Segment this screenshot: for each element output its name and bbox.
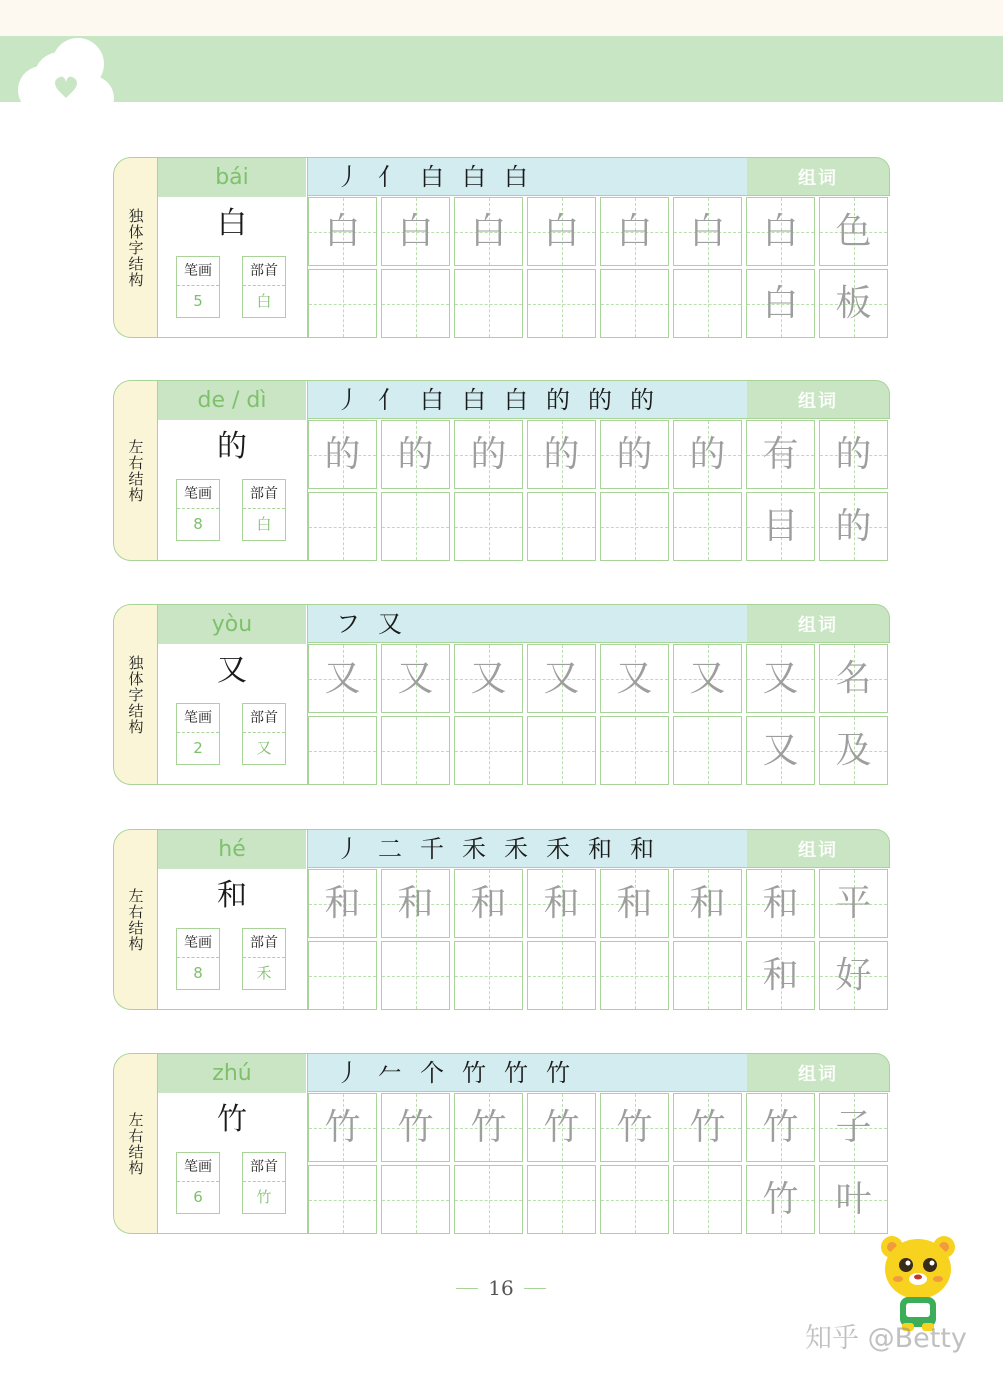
stroke-count-box (176, 928, 220, 990)
blank-writing-cell[interactable] (600, 1165, 669, 1234)
stroke-count-box (176, 479, 220, 541)
blank-writing-cell[interactable] (673, 941, 742, 1010)
word-char: 有 (762, 434, 799, 475)
blank-writing-cell[interactable] (600, 716, 669, 785)
practice-cell (527, 197, 596, 266)
word-char: 叶 (835, 1179, 872, 1220)
practice-char: 白 (543, 211, 580, 252)
word-char: 竹 (762, 1107, 799, 1148)
stroke-step: 丿 (336, 1058, 360, 1087)
top-strip (0, 0, 1003, 36)
practice-char: 的 (543, 434, 580, 475)
blank-writing-cell[interactable] (308, 269, 377, 338)
stroke-count-label: 笔画 (177, 929, 219, 958)
stroke-step: 亻 (378, 385, 402, 414)
main-character: 又 (217, 653, 247, 688)
stroke-count-value: 6 (193, 1188, 203, 1206)
stroke-count-value: 8 (193, 515, 203, 533)
word-cell (819, 941, 888, 1010)
blank-writing-cell[interactable] (381, 492, 450, 561)
page-number-right-line (524, 1288, 546, 1289)
stroke-step: 禾 (546, 834, 570, 863)
character-entry (113, 829, 893, 1012)
practice-char: 又 (324, 658, 361, 699)
blank-writing-cell[interactable] (381, 716, 450, 785)
word-group-header: 组词 (747, 157, 890, 196)
blank-writing-cell[interactable] (600, 492, 669, 561)
practice-char: 竹 (470, 1107, 507, 1148)
stroke-count-label: 笔画 (177, 480, 219, 509)
char-info-panel (157, 380, 308, 561)
stroke-step: 丿 (336, 162, 360, 191)
word-char: 竹 (762, 1179, 799, 1220)
structure-label: 左右结构 (126, 887, 145, 952)
structure-tab (113, 829, 157, 1010)
stroke-step: 个 (420, 1058, 444, 1087)
practice-char: 竹 (324, 1107, 361, 1148)
practice-char: 和 (616, 883, 653, 924)
practice-cell (527, 644, 596, 713)
blank-writing-cell[interactable] (527, 716, 596, 785)
stroke-step: 白 (462, 162, 486, 191)
stroke-order-bar (308, 157, 747, 196)
stroke-step: 竹 (504, 1058, 528, 1087)
word-group-header: 组词 (747, 1053, 890, 1092)
radical-box (242, 1152, 286, 1214)
practice-cell (527, 1093, 596, 1162)
practice-cell (308, 644, 377, 713)
word-char: 色 (835, 211, 872, 252)
blank-writing-cell[interactable] (673, 269, 742, 338)
blank-writing-cell[interactable] (381, 941, 450, 1010)
structure-tab (113, 380, 157, 561)
stroke-count-label: 笔画 (177, 704, 219, 733)
blank-writing-cell[interactable] (673, 492, 742, 561)
char-info-panel (157, 604, 308, 785)
main-character: 白 (217, 206, 247, 241)
character-entry (113, 380, 893, 563)
practice-cell (308, 1093, 377, 1162)
blank-writing-cell[interactable] (454, 941, 523, 1010)
blank-writing-cell[interactable] (527, 492, 596, 561)
word-group-header: 组词 (747, 829, 890, 868)
word-cell (819, 492, 888, 561)
practice-cell (673, 1093, 742, 1162)
practice-cell (600, 644, 669, 713)
word-cell (819, 869, 888, 938)
radical-label: 部首 (243, 704, 285, 733)
stroke-count-box (176, 703, 220, 765)
blank-writing-cell[interactable] (600, 941, 669, 1010)
practice-char: 竹 (689, 1107, 726, 1148)
word-char: 白 (762, 211, 799, 252)
stroke-step: 亻 (378, 162, 402, 191)
radical-label: 部首 (243, 257, 285, 286)
practice-cell (673, 644, 742, 713)
stroke-step: 白 (504, 385, 528, 414)
practice-cell (308, 420, 377, 489)
word-char: 又 (762, 658, 799, 699)
practice-cell (381, 197, 450, 266)
stroke-step: 禾 (504, 834, 528, 863)
stroke-step: 丿 (336, 385, 360, 414)
stroke-step: 白 (504, 162, 528, 191)
word-cell (819, 716, 888, 785)
word-char: 白 (762, 283, 799, 324)
stroke-count-value: 2 (193, 739, 203, 757)
word-char: 目 (762, 506, 799, 547)
practice-cell (527, 869, 596, 938)
structure-tab (113, 157, 157, 338)
practice-char: 白 (470, 211, 507, 252)
practice-char: 竹 (543, 1107, 580, 1148)
radical-label: 部首 (243, 1153, 285, 1182)
stroke-step: 的 (630, 385, 654, 414)
stroke-step: 𠂉 (378, 1058, 402, 1087)
radical-box (242, 703, 286, 765)
stroke-count-label: 笔画 (177, 257, 219, 286)
stroke-step: フ (336, 609, 360, 638)
practice-cell (454, 1093, 523, 1162)
blank-writing-cell[interactable] (454, 1165, 523, 1234)
radical-label: 部首 (243, 480, 285, 509)
main-character: 竹 (217, 1102, 247, 1137)
page-number-left-line (456, 1288, 478, 1289)
radical-label: 部首 (243, 929, 285, 958)
practice-char: 和 (397, 883, 434, 924)
character-entry (113, 157, 893, 340)
word-char: 的 (835, 434, 872, 475)
word-group-header: 组词 (747, 604, 890, 643)
practice-cell (381, 420, 450, 489)
word-char: 子 (835, 1107, 872, 1148)
stroke-count-value: 8 (193, 964, 203, 982)
practice-char: 的 (616, 434, 653, 475)
practice-char: 和 (543, 883, 580, 924)
blank-writing-cell[interactable] (308, 1165, 377, 1234)
char-info-panel (157, 829, 308, 1010)
stroke-order-bar (308, 829, 747, 868)
stroke-step: 千 (420, 834, 444, 863)
practice-cell (673, 420, 742, 489)
word-cell (819, 1165, 888, 1234)
practice-cell (308, 869, 377, 938)
stroke-count-label: 笔画 (177, 1153, 219, 1182)
practice-char: 和 (324, 883, 361, 924)
main-character: 和 (217, 878, 247, 913)
practice-char: 白 (324, 211, 361, 252)
word-cell (746, 1165, 815, 1234)
practice-char: 和 (470, 883, 507, 924)
word-char: 板 (835, 283, 872, 324)
blank-writing-cell[interactable] (381, 269, 450, 338)
blank-writing-cell[interactable] (673, 716, 742, 785)
flower-decoration-icon (0, 28, 130, 118)
word-cell (819, 420, 888, 489)
stroke-step: 白 (462, 385, 486, 414)
radical-value: 白 (256, 515, 272, 533)
stroke-step: 白 (420, 162, 444, 191)
stroke-step: 白 (420, 385, 444, 414)
header-band (0, 36, 1003, 102)
radical-box (242, 928, 286, 990)
pinyin: bái (158, 158, 306, 197)
radical-value: 白 (256, 292, 272, 310)
practice-cell (381, 1093, 450, 1162)
watermark: 知乎 @Betty (805, 1323, 967, 1354)
stroke-step: 和 (588, 834, 612, 863)
practice-cell (454, 644, 523, 713)
practice-cell (308, 197, 377, 266)
word-cell (746, 869, 815, 938)
word-char: 和 (762, 955, 799, 996)
word-cell (819, 644, 888, 713)
practice-char: 竹 (616, 1107, 653, 1148)
word-cell (746, 420, 815, 489)
practice-cell (600, 420, 669, 489)
practice-cell (381, 869, 450, 938)
main-character: 的 (217, 429, 247, 464)
character-entry (113, 1053, 893, 1236)
word-cell (746, 716, 815, 785)
word-cell (819, 269, 888, 338)
word-cell (746, 492, 815, 561)
word-cell (746, 197, 815, 266)
stroke-step: 又 (378, 609, 402, 638)
stroke-count-box (176, 1152, 220, 1214)
practice-cell (454, 869, 523, 938)
radical-value: 禾 (256, 964, 272, 982)
word-group-header: 组词 (747, 380, 890, 419)
word-char: 的 (835, 506, 872, 547)
stroke-order-bar (308, 1053, 747, 1092)
stroke-step: 禾 (462, 834, 486, 863)
word-char: 又 (762, 730, 799, 771)
structure-label: 左右结构 (126, 1111, 145, 1176)
stroke-count-box (176, 256, 220, 318)
practice-cell (600, 1093, 669, 1162)
blank-writing-cell[interactable] (673, 1165, 742, 1234)
practice-char: 和 (689, 883, 726, 924)
structure-label: 独体字结构 (126, 207, 145, 288)
practice-char: 又 (616, 658, 653, 699)
page-number-text: 16 (488, 1276, 514, 1300)
stroke-step: 丿 (336, 834, 360, 863)
practice-cell (673, 869, 742, 938)
practice-cell (454, 420, 523, 489)
stroke-step: 的 (546, 385, 570, 414)
stroke-count-value: 5 (193, 292, 203, 310)
practice-cell (454, 197, 523, 266)
blank-writing-cell[interactable] (308, 716, 377, 785)
practice-char: 白 (616, 211, 653, 252)
page-number (446, 1275, 556, 1301)
practice-char: 又 (543, 658, 580, 699)
word-char: 好 (835, 955, 872, 996)
stroke-step: 和 (630, 834, 654, 863)
character-entry (113, 604, 893, 787)
practice-char: 白 (397, 211, 434, 252)
radical-value: 竹 (256, 1188, 272, 1206)
word-cell (746, 1093, 815, 1162)
practice-char: 又 (689, 658, 726, 699)
stroke-step: 竹 (462, 1058, 486, 1087)
stroke-step: 的 (588, 385, 612, 414)
pinyin: yòu (158, 605, 306, 644)
blank-writing-cell[interactable] (381, 1165, 450, 1234)
word-char: 名 (835, 658, 872, 699)
stroke-step: 二 (378, 834, 402, 863)
pinyin: de / dì (158, 381, 306, 420)
practice-char: 又 (470, 658, 507, 699)
word-char: 和 (762, 883, 799, 924)
blank-writing-cell[interactable] (454, 492, 523, 561)
blank-writing-cell[interactable] (308, 941, 377, 1010)
stroke-order-bar (308, 380, 747, 419)
stroke-step: 竹 (546, 1058, 570, 1087)
practice-cell (381, 644, 450, 713)
blank-writing-cell[interactable] (600, 269, 669, 338)
word-cell (746, 269, 815, 338)
practice-char: 的 (689, 434, 726, 475)
practice-cell (673, 197, 742, 266)
practice-cell (600, 869, 669, 938)
word-char: 及 (835, 730, 872, 771)
structure-tab (113, 1053, 157, 1234)
practice-char: 竹 (397, 1107, 434, 1148)
blank-writing-cell[interactable] (527, 269, 596, 338)
stroke-order-bar (308, 604, 747, 643)
word-cell (746, 644, 815, 713)
pinyin: zhú (158, 1054, 306, 1093)
word-cell (819, 1093, 888, 1162)
practice-cell (600, 197, 669, 266)
word-cell (819, 197, 888, 266)
blank-writing-cell[interactable] (308, 492, 377, 561)
word-char: 平 (835, 883, 872, 924)
radical-box (242, 479, 286, 541)
structure-label: 左右结构 (126, 438, 145, 503)
char-info-panel (157, 1053, 308, 1234)
blank-writing-cell[interactable] (454, 716, 523, 785)
word-cell (746, 941, 815, 1010)
structure-tab (113, 604, 157, 785)
practice-char: 的 (324, 434, 361, 475)
radical-box (242, 256, 286, 318)
blank-writing-cell[interactable] (527, 1165, 596, 1234)
practice-cell (527, 420, 596, 489)
blank-writing-cell[interactable] (454, 269, 523, 338)
structure-label: 独体字结构 (126, 654, 145, 735)
blank-writing-cell[interactable] (527, 941, 596, 1010)
practice-char: 又 (397, 658, 434, 699)
pinyin: hé (158, 830, 306, 869)
practice-char: 白 (689, 211, 726, 252)
practice-char: 的 (470, 434, 507, 475)
char-info-panel (157, 157, 308, 338)
radical-value: 又 (256, 739, 272, 757)
practice-char: 的 (397, 434, 434, 475)
